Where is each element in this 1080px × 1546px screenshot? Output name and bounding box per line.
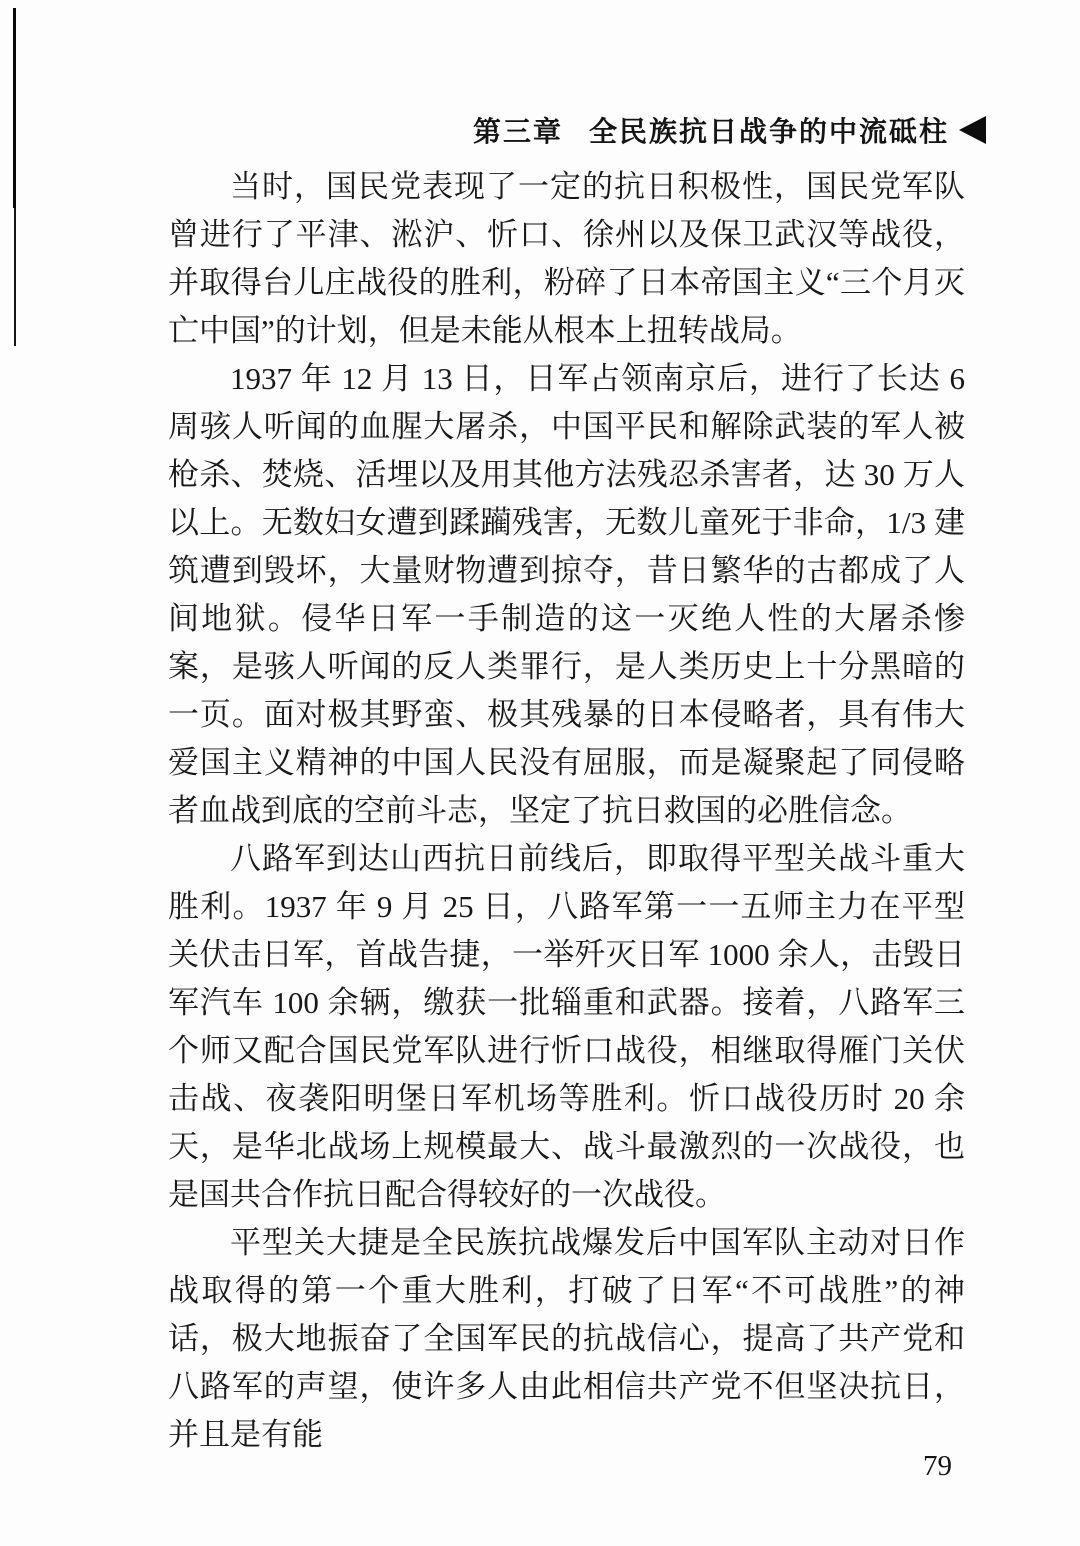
- scan-spine-artifact-thin: [14, 208, 16, 346]
- scan-spine-artifact: [13, 8, 16, 208]
- paragraph-4: 平型关大捷是全民族抗战爆发后中国军队主动对日作战取得的第一个重大胜利，打破了日军“不可战胜”的神话，极大地振奋了全国军民的抗战信心，提高了共产党和八路军的声望，使许多人由此相信共产党不但坚决抗日，并且是有能: [168, 1225, 965, 1452]
- chapter-number: 第三章: [472, 117, 563, 148]
- paragraph-3: 八路军到达山西抗日前线后，即取得平型关战斗重大胜利。1937 年 9 月 25 日，八路军第一一五师主力在平型关伏击日军，首战告捷，一举歼灭日军 1000 余人，击毁日军汽车 100 余辆，缴获一批辎重和武器。接着，八路军三个师又配合国民党军队进行忻口战役，相继取得雁门关伏击战、夜袭阳明堡日军机场等胜利。忻口战役历时 20 余天，是华北战场上规模最大、战斗最激烈的一次战役，也是国共合作抗日配合得较好的一次战役。: [168, 841, 965, 1212]
- paragraph-1: 当时，国民党表现了一定的抗日积极性，国民党军队曾进行了平津、淞沪、忻口、徐州以及保卫武汉等战役，并取得台儿庄战役的胜利，粉碎了日本帝国主义“三个月灭亡中国”的计划，但是未能从根本上扭转战局。: [168, 169, 965, 348]
- chapter-title: 全民族抗日战争的中流砥柱: [588, 117, 949, 148]
- left-triangle-icon: [959, 116, 986, 144]
- page-body-text: [168, 163, 965, 1459]
- chapter-header: [473, 110, 986, 150]
- page-number: 79: [923, 1450, 952, 1482]
- paragraph-2: 1937 年 12 月 13 日，日军占领南京后，进行了长达 6 周骇人听闻的血腥大屠杀，中国平民和解除武装的军人被枪杀、焚烧、活埋以及用其他方法残忍杀害者，达 30 万人以上。无数妇女遭到蹂躏残害，无数儿童死于非命，1/3 建筑遭到毁坏，大量财物遭到掠夺，昔日繁华的古都成了人间地狱。侵华日军一手制造的这一灭绝人性的大屠杀惨案，是骇人听闻的反人类罪行，是人类历史上十分黑暗的一页。面对极其野蛮、极其残暴的日本侵略者，具有伟大爱国主义精神的中国人民没有屈服，而是凝聚起了同侵略者血战到底的空前斗志，坚定了抗日救国的必胜信念。: [168, 361, 965, 828]
